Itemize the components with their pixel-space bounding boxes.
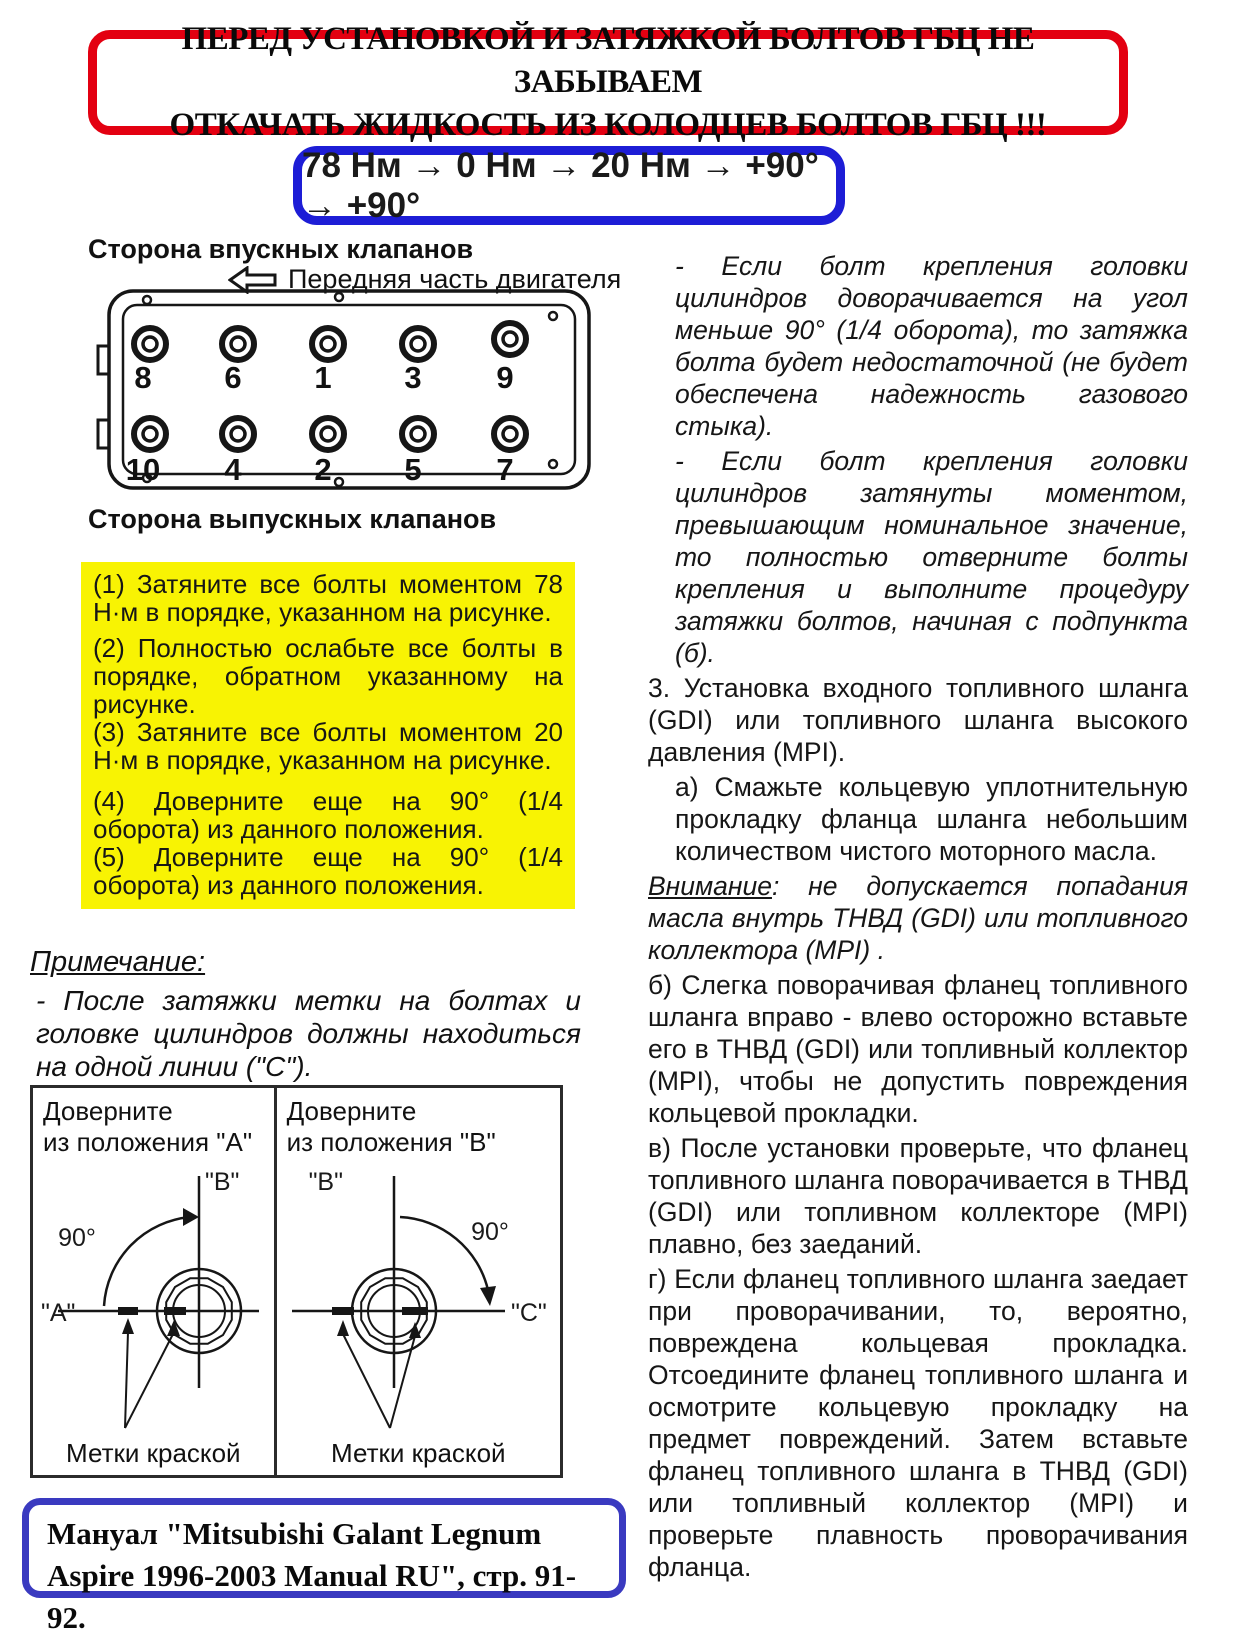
angle-label: 90°: [470, 1218, 509, 1246]
position-label-b: "В": [308, 1168, 343, 1196]
bolt-icon: [494, 323, 526, 355]
warning-banner: [88, 21, 1128, 143]
paint-mark-pointers: [337, 1320, 421, 1428]
text-paragraph-step-v: в) После установки проверьте, что фланец топливного шланга поворачивается в ТНВД (GDI) или топливном коллекторе (MPI) плавно, без заеданий.: [648, 1133, 1188, 1259]
diagram-title-left: Доверните из положения "А": [43, 1096, 253, 1157]
front-direction-label: Передняя часть двигателя: [288, 264, 622, 294]
bolt-icon: [402, 418, 434, 450]
text-paragraph-torque-note-2: - Если болт крепления головки цилиндров затянуты моментом, превышающим номинальное значение, то полностью отверните болты крепления и выполните процедуру затяжки болтов, начиная с подпункта (б).: [675, 446, 1188, 668]
bolt-number: 1: [314, 360, 332, 395]
warning-banner-line2: ОТКАЧАТЬ ЖИДКОСТЬ ИЗ КОЛОДЦЕВ БОЛТОВ ГБЦ !!!: [169, 107, 1047, 143]
text-paragraph-torque-note-1: - Если болт крепления головки цилиндров доворачивается на угол меньше 90° (1/4 оборота), то затяжка болта будет недостаточной (не будет обеспечена надежность газового стыка).: [675, 251, 1188, 441]
note-title: Примечание:: [30, 946, 206, 978]
bolt-icon: [222, 328, 254, 360]
paint-mark: [402, 1307, 428, 1315]
rotation-diagram-right: [274, 1088, 560, 1475]
bolt-number: 8: [134, 360, 152, 395]
bolt-icon: [312, 328, 344, 360]
instruction-step-4: (4) Доверните еще на 90° (1/4 оборота) из данного положения.: [93, 786, 563, 844]
torque-sequence-text: 78 Нм → 0 Нм → 20 Нм → +90° → +90°: [302, 145, 819, 225]
paint-mark: [332, 1307, 354, 1315]
head-outline-outer: [109, 291, 589, 488]
diagram-title-right: Доверните из положения "В": [286, 1096, 496, 1157]
bolt-row-top: [134, 323, 526, 395]
paint-mark-pointers: [122, 1318, 180, 1428]
paint-marks-label: Метки краской: [331, 1438, 506, 1468]
text-paragraph-step-g: г) Если фланец топливного шланга заедает при проворачивании, то, вероятно, повреждена кольцевая прокладка. Отсоедините фланец топливного шланга и осмотрите кольцевую прокладку на предмет повреждений. Затем вставьте фланец топливного шланга в ТНВД (GDI) или топливный коллектор (MPI) и проверьте плавность проворачивания фланца.: [648, 1264, 1188, 1582]
bolt-icon: [134, 418, 166, 450]
gasket-hole: [335, 293, 343, 301]
position-label-a: "А": [41, 1299, 76, 1327]
position-label-b: "В": [205, 1168, 240, 1196]
paint-marks-label: Метки краской: [66, 1438, 241, 1468]
cylinder-head-diagram: [85, 284, 595, 496]
paint-mark: [164, 1307, 186, 1315]
gasket-hole: [143, 296, 151, 304]
attention-lead: Внимание: [648, 871, 772, 901]
bolt-number: 9: [496, 360, 514, 395]
attention-note: [648, 870, 1188, 966]
bolt-number: 7: [496, 452, 514, 487]
note-text: - После затяжки метки на болтах и головке цилиндров должны находиться на одной линии ("С").: [36, 985, 581, 1082]
bolt-row-bottom: [126, 418, 526, 487]
bolt-icon: [494, 418, 526, 450]
gasket-hole: [335, 478, 343, 486]
angle-arc: [104, 1217, 191, 1306]
instruction-step-1: (1) Затяните все болты моментом 78 Н·м в порядке, указанном на рисунке.: [93, 569, 563, 627]
paint-mark: [118, 1307, 138, 1315]
instruction-step-5: (5) Доверните еще на 90° (1/4 оборота) из данного положения.: [93, 842, 563, 900]
instruction-step-2: (2) Полностью ослабьте все болты в порядке, обратном указанному на рисунке.: [93, 633, 563, 719]
bolt-number: 4: [224, 452, 242, 487]
gasket-hole: [549, 312, 557, 320]
exhaust-side-label: Сторона выпускных клапанов: [88, 504, 497, 534]
angle-label: 90°: [58, 1224, 96, 1252]
text-paragraph-step-b: б) Слегка поворачивая фланец топливного шланга вправо - влево осторожно вставьте его в ТНВД (GDI) или топливный коллектор (MPI), чтобы не допустить повреждения кольцевой прокладки.: [648, 970, 1188, 1128]
rotation-diagrams-panel: [30, 1085, 563, 1478]
rotation-diagram-left: [33, 1088, 274, 1475]
bolt-number: 2: [314, 452, 332, 487]
right-column: [648, 250, 1188, 1586]
intake-side-label: Сторона впускных клапанов: [88, 234, 474, 264]
source-line1: Мануал "Mitsubishi Galant Legnum: [47, 1516, 542, 1551]
bolt-number: 10: [125, 452, 161, 487]
torque-sequence-box: [293, 146, 845, 225]
arc-arrowhead: [183, 1208, 199, 1226]
warning-banner-line1: ПЕРЕД УСТАНОВКОЙ И ЗАТЯЖКОЙ БОЛТОВ ГБЦ НЕ ЗАБЫВАЕМ: [181, 21, 1035, 100]
bolt-number: 5: [404, 452, 422, 487]
bolt-icon: [312, 418, 344, 450]
bolt-number: 3: [404, 360, 422, 395]
text-paragraph-section-3: 3. Установка входного топливного шланга (GDI) или топливного шланга высокого давления (MPI).: [648, 673, 1188, 767]
tightening-instructions: [81, 562, 575, 909]
attention-rest: : не допускается попадания масла внутрь ТНВД (GDI) или топливного коллектора (MPI) .: [648, 871, 1188, 965]
instruction-step-3: (3) Затяните все болты моментом 20 Н·м в порядке, указанном на рисунке.: [93, 717, 563, 775]
bolt-number: 6: [224, 360, 242, 395]
gasket-hole: [549, 460, 557, 468]
bolt-icon: [402, 328, 434, 360]
text-paragraph-step-a: а) Смажьте кольцевую уплотнительную прокладку фланца шланга небольшим количеством чистого моторного масла.: [675, 772, 1188, 866]
position-label-c: "С": [510, 1299, 547, 1327]
arc-arrowhead: [480, 1286, 496, 1306]
bolt-icon: [222, 418, 254, 450]
bolt-icon: [134, 328, 166, 360]
source-reference-box: [22, 1498, 626, 1635]
source-line2: Aspire 1996-2003 Manual RU", стр. 91-92.: [47, 1558, 577, 1635]
